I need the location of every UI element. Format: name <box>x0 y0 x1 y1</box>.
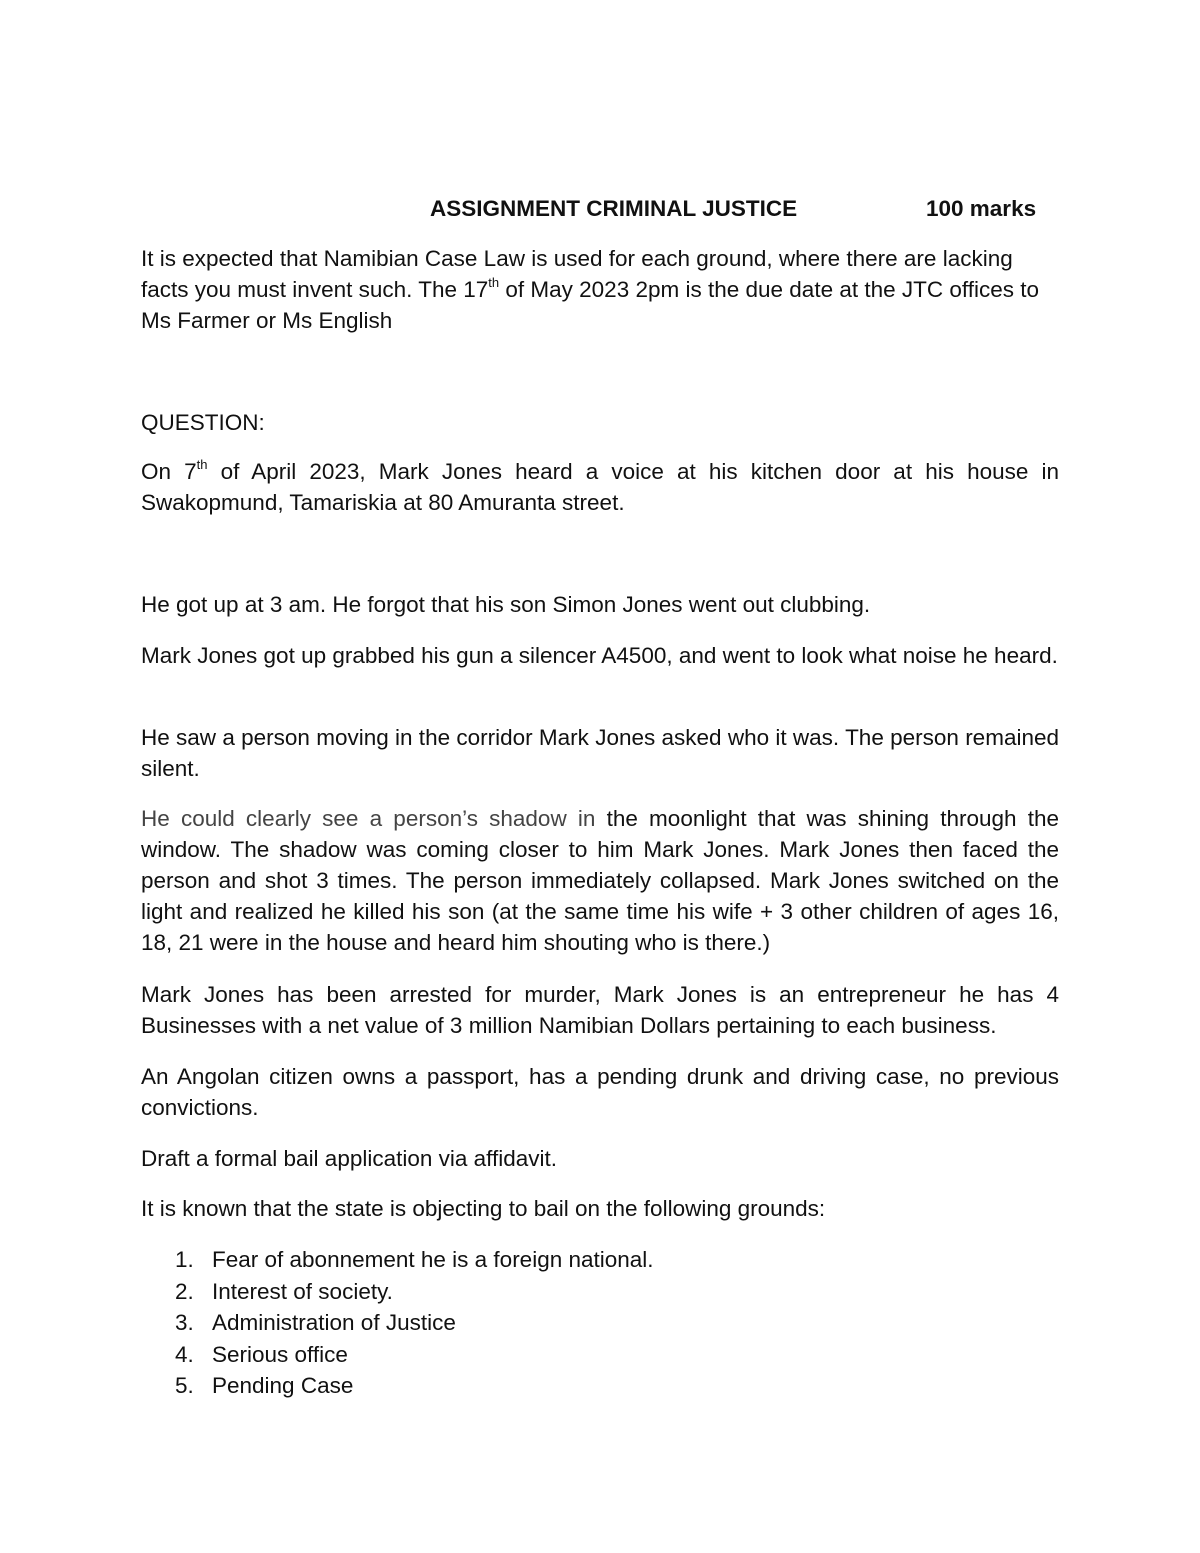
list-item: 3. Administration of Justice <box>175 1310 456 1335</box>
grounds-list <box>141 1244 1059 1402</box>
scenario-paragraph-4: He saw a person moving in the corridor Mark Jones asked who it was. The person remained silent. <box>141 725 1059 781</box>
scenario-paragraph-5: He could clearly see a person’s shadow in the moonlight that was shining through the window. The shadow was coming closer to him Mark Jones. Mark Jones then faced the person and shot 3 times. The person immediately collapsed. Mark Jones switched on the light and realized he killed his son (at the same time his wife + 3 other children of ages 16, 18, 21 were in the house and heard him shouting who is there.) <box>141 806 1060 955</box>
scenario-paragraph-1: On 7th of April 2023, Mark Jones heard a voice at his kitchen door at his house in Swakopmund, Tamariskia at 80 Amuranta street. <box>141 456 1059 515</box>
title-row <box>141 193 1059 224</box>
scenario-paragraph-7: An Angolan citizen owns a passport, has a pending drunk and driving case, no previous convictions. <box>141 1064 1059 1120</box>
scenario-paragraph-6: Mark Jones has been arrested for murder, Mark Jones is an entrepreneur he has 4 Businesses with a net value of 3 million Namibian Dollars pertaining to each business. <box>141 982 1059 1038</box>
scenario-paragraph-3: Mark Jones got up grabbed his gun a silencer A4500, and went to look what noise he heard. <box>141 643 1058 668</box>
list-item: 1. Fear of abonnement he is a foreign national. <box>175 1247 654 1272</box>
assignment-title: ASSIGNMENT CRIMINAL JUSTICE <box>430 196 798 221</box>
total-marks: 100 marks <box>926 196 1037 221</box>
task-instruction: Draft a formal bail application via affidavit. <box>141 1146 558 1171</box>
list-item: 4. Serious office <box>175 1341 348 1367</box>
document-page <box>141 0 1059 1553</box>
intro-paragraph: It is expected that Namibian Case Law is used for each ground, where there are lacking facts you must invent such. The 17th of May 2023 2pm is the due date at the JTC offices to Ms Farmer or Ms English <box>141 246 1040 333</box>
question-label: QUESTION: <box>141 410 265 435</box>
grounds-intro: It is known that the state is objecting to bail on the following grounds: <box>141 1196 826 1221</box>
scenario-paragraph-2: He got up at 3 am. He forgot that his son Simon Jones went out clubbing. <box>141 592 871 617</box>
list-item: 2. Interest of society. <box>175 1278 393 1304</box>
list-item: 5. Pending Case <box>175 1373 354 1398</box>
